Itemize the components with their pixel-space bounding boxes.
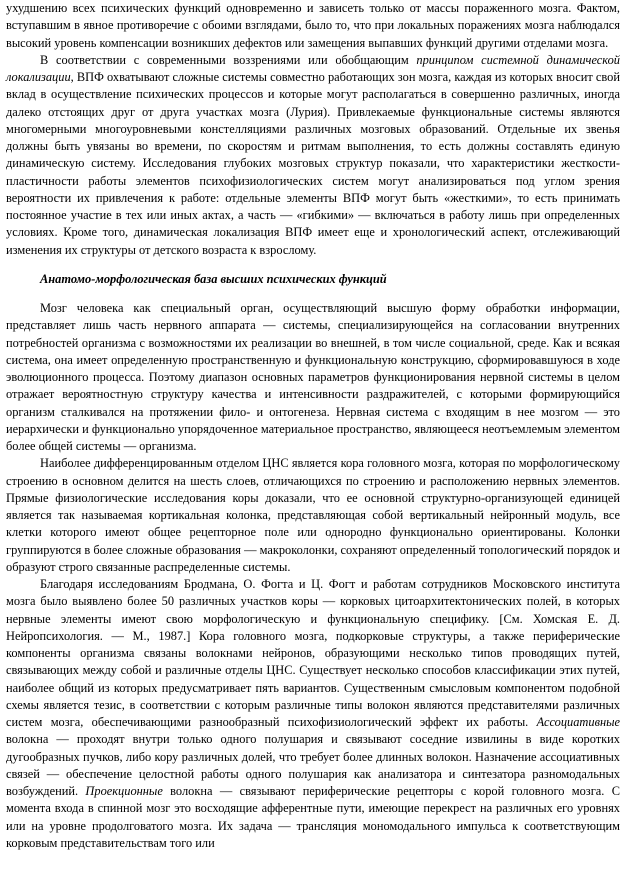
paragraph-text: ухудшению всех психических функций одновременно и зависеть только от массы пораженного мозга. Фактом, вступавшим в явное противоречие с обоими взглядами, было то, что при локальных поражениях мозга наблюдался высокий уровень компенсации возникших дефектов или замещения выпавших функций другими отделами мозга. — [6, 1, 620, 50]
italic-term: принципом системной динамической локализации — [6, 52, 620, 84]
paragraph-text: Мозг человека как специальный орган, осуществляющий высшую форму обработки информации, представляет лишь часть нервного аппарата — системы, специализирующейся на согласовании внутренних потребностей организма с возможностями их реализации во внешней, в том числе социальной, среде. Как и всякая система, она имеет определенную пространственную и функциональную конструкцию, сформировавшуюся в ходе эволюционного процесса. Поэтому диапазон основных параметров функционирования нервной системы в целом отражает вероятностную структуру качества и интенсивности раздражителей, с которыми формирующийся организм сталкивался на протяжении фило- и онтогенеза. Нервная система с входящим в нее мозгом — это иерархически и функционально упорядоченное материальное пространство, являющееся неотъемлемым элементом более общей системы — организма. — [6, 301, 620, 453]
paragraph-intro-continuation — [6, 0, 620, 52]
paragraph-system-localization — [6, 52, 620, 259]
italic-term: Ассоциативные — [536, 715, 620, 729]
paragraph-brain-organ — [6, 300, 620, 455]
section-heading: Анатомо-морфологическая база высших психических функций — [40, 271, 387, 286]
paragraph-brodmann-fields — [6, 576, 620, 852]
paragraph-text: волокна — проходят внутри только одного полушария и связывают соседние извилины в виде коротких дугообразных пучков, либо кору различных долей, что требует более длинных волокон. Назначение ассоциативных связей — обеспечение целостной работы одного полушария как анализатора и синтезатора разномодальных возбуждений. — [6, 732, 620, 798]
paragraph-text: Благодаря исследованиям Бродмана, О. Фогта и Ц. Фогт и работам сотрудников Московского института мозга было выявлено более 50 различных участков коры — корковых цитоархитектонических полей, в которых нервные элементы имеют свою морфологическую и функциональную специфику. [См. Хомская Е. Д. Нейропсихология. — М., 1987.] Кора головного мозга, подкорковые структуры, а также периферические компоненты организма связаны волокнами нейронов, образующими несколько типов проводящих путей, связывающих между собой и различные отделы ЦНС. Существует несколько способов классификации этих путей, наиболее общий из которых предусматривает пять вариантов. Существенным смысловым компонентом подобной схемы является тезис, в соответствии с которым различные типы волокон являются представителями различных систем мозга, обеспечивающими разнообразный психофизиологический эффект их работы. — [6, 577, 620, 729]
paragraph-text: волокна — связывают периферические рецепторы с корой головного мозга. С момента входа в спинной мозг это восходящие афферентные пути, имеющие перекрест на различных его уровнях или на уровне продолговатого мозга. Их задача — трансляция мономодального импульса к соответствующим корковым представительствам того или — [6, 784, 620, 850]
italic-term: Проекционные — [85, 784, 163, 798]
paragraph-text: В соответствии с современными воззрениями или обобщающим — [40, 52, 417, 67]
paragraph-cortex — [6, 455, 620, 576]
paragraph-text: , ВПФ охватывают сложные системы совместно работающих зон мозга, каждая из которых вносит свой вклад в осуществление психических процессов и которые могут располагаться в совершенно различных, иногда далеко отстоящих друг от друга участках мозга (Лурия). Привлекаемые функциональные системы являются многомерными многоуровневыми констелляциями различных мозговых образований. Отдельные их звенья должны быть увязаны во времени, по скоростям и ритмам выполнения, то есть должны составлять единую динамическую систему. Исследования глубоких мозговых структур показали, что характеристики жесткости-пластичности работы элементов психофизиологических систем могут анализироваться под углом зрения вероятности их привлечения к работе: отдельные элементы ВПФ могут быть «жесткими», то есть принимать постоянное участие в тех или иных актах, а часть — «гибкими» — включаться в работу лишь при определенных условиях. Кроме того, динамическая локализация ВПФ имеет еще и хронологический аспект, отслеживающий изменения их структуры от детского возраста к взрослому. — [6, 70, 620, 257]
paragraph-text: Наиболее дифференцированным отделом ЦНС является кора головного мозга, которая по морфологическому строению в основном делится на шесть слоев, отличающихся по строению и расположению нервных элементов. Прямые физиологические исследования коры доказали, что ее основной структурно-организующей единицей является так называемая кортикальная колонка, представляющая собой вертикальный нейронный модуль, все клетки которого имеют общее рецепторное поле или однородно функционально ориентированы. Колонки группируются в более сложные образования — макроколонки, сохраняют определенный топологический порядок и образуют строго связанные распределенные системы. — [6, 456, 620, 574]
